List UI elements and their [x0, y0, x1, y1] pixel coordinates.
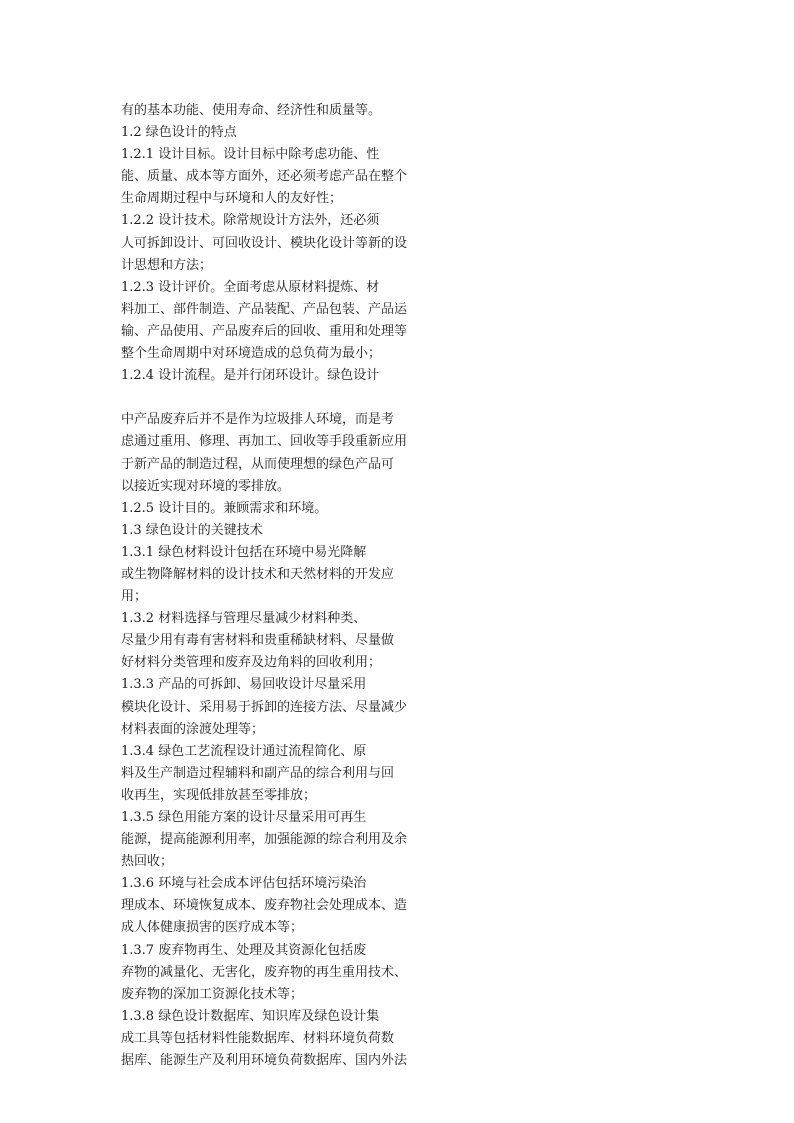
text-line: 1.2.2 设计技术。除常规设计方法外，还必须 — [121, 213, 380, 229]
text-line: 输、产品使用、产品废弃后的回收、重用和处理等 — [121, 323, 408, 339]
text-line: 用； — [121, 589, 148, 605]
text-line: 1.2.1 设计目标。设计目标中除考虑功能、性 — [121, 147, 380, 163]
blank-line — [121, 387, 441, 409]
text-line: 1.2.4 设计流程。是并行闭环设计。绿色设计 — [121, 368, 380, 384]
text-line: 收再生，实现低排放甚至零排放； — [121, 787, 317, 803]
text-line: 1.3.4 绿色工艺流程设计通过流程简化、原 — [121, 743, 367, 759]
text-line: 以接近实现对环境的零排放。 — [121, 478, 291, 494]
text-line: 1.2.5 设计目的。兼顾需求和环境。 — [121, 500, 328, 516]
text-line: 1.2 绿色设计的特点 — [121, 125, 237, 141]
text-line: 生命周期过程中与环境和人的友好性； — [121, 191, 343, 207]
text-line: 1.3.7 废弃物再生、处理及其资源化包括废 — [121, 942, 367, 958]
text-line: 好材料分类管理和废弃及边角料的回收利用； — [121, 655, 382, 671]
text-line: 料及生产制造过程辅料和副产品的综合利用与回 — [121, 765, 395, 781]
text-line: 整个生命周期中对环境造成的总负荷为最小； — [121, 346, 382, 362]
document-page — [121, 100, 441, 1072]
text-line: 计思想和方法； — [121, 257, 213, 273]
text-line: 1.3.6 环境与社会成本评估包括环境污染治 — [121, 876, 367, 892]
text-line: 1.2.3 设计评价。全面考虑从原材料提炼、材 — [121, 279, 380, 295]
text-line: 热回收； — [121, 854, 174, 870]
text-line: 料加工、部件制造、产品装配、产品包装、产品运 — [121, 301, 408, 317]
text-line: 1.3.8 绿色设计数据库、知识库及绿色设计集 — [121, 1008, 380, 1024]
text-line: 材料表面的涂渡处理等； — [121, 721, 265, 737]
text-line: 成人体健康损害的医疗成本等； — [121, 920, 304, 936]
text-line: 1.3.2 材料选择与管理尽量减少材料种类、 — [121, 611, 367, 627]
text-line: 或生物降解材料的设计技术和天然材料的开发应 — [121, 566, 395, 582]
text-line: 1.3.5 绿色用能方案的设计尽量采用可再生 — [121, 810, 367, 825]
text-line: 人可拆卸设计、可回收设计、模块化设计等新的设 — [121, 235, 408, 251]
text-line: 尽量少用有毒有害材料和贵重稀缺材料、尽量做 — [121, 633, 395, 649]
text-line: 于新产品的制造过程，从而使理想的绿色产品可 — [121, 456, 395, 472]
text-line: 理成本、环境恢复成本、废弃物社会处理成本、造 — [121, 898, 408, 914]
text-line: 虑通过重用、修理、再加工、回收等手段重新应用 — [121, 434, 408, 450]
text-line: 能源，提高能源利用率，加强能源的综合利用及余 — [121, 832, 408, 848]
text-line: 弃物的减量化、无害化，废弃物的再生重用技术、 — [121, 964, 408, 980]
text-line: 模块化设计、采用易于拆卸的连接方法、尽量减少 — [121, 699, 408, 715]
text-line: 中产品废弃后并不是作为垃圾排人环境，而是考 — [121, 412, 395, 428]
text-line: 1.3.1 绿色材料设计包括在环境中易光降解 — [121, 544, 367, 560]
text-line: 1.3.3 产品的可拆卸、易回收设计尽量采用 — [121, 677, 367, 693]
text-line: 能、质量、成本等方面外，还必须考虑产品在整个 — [121, 169, 408, 185]
text-line: 据库、能源生产及利用环境负荷数据库、国内外法 — [121, 1053, 408, 1069]
text-line: 废弃物的深加工资源化技术等； — [121, 986, 304, 1002]
text-line: 成工具等包括材料性能数据库、材料环境负荷数 — [121, 1030, 395, 1046]
text-line: 有的基本功能、使用寿命、经济性和质量等。 — [121, 103, 382, 118]
text-line: 1.3 绿色设计的关键技术 — [121, 522, 263, 538]
